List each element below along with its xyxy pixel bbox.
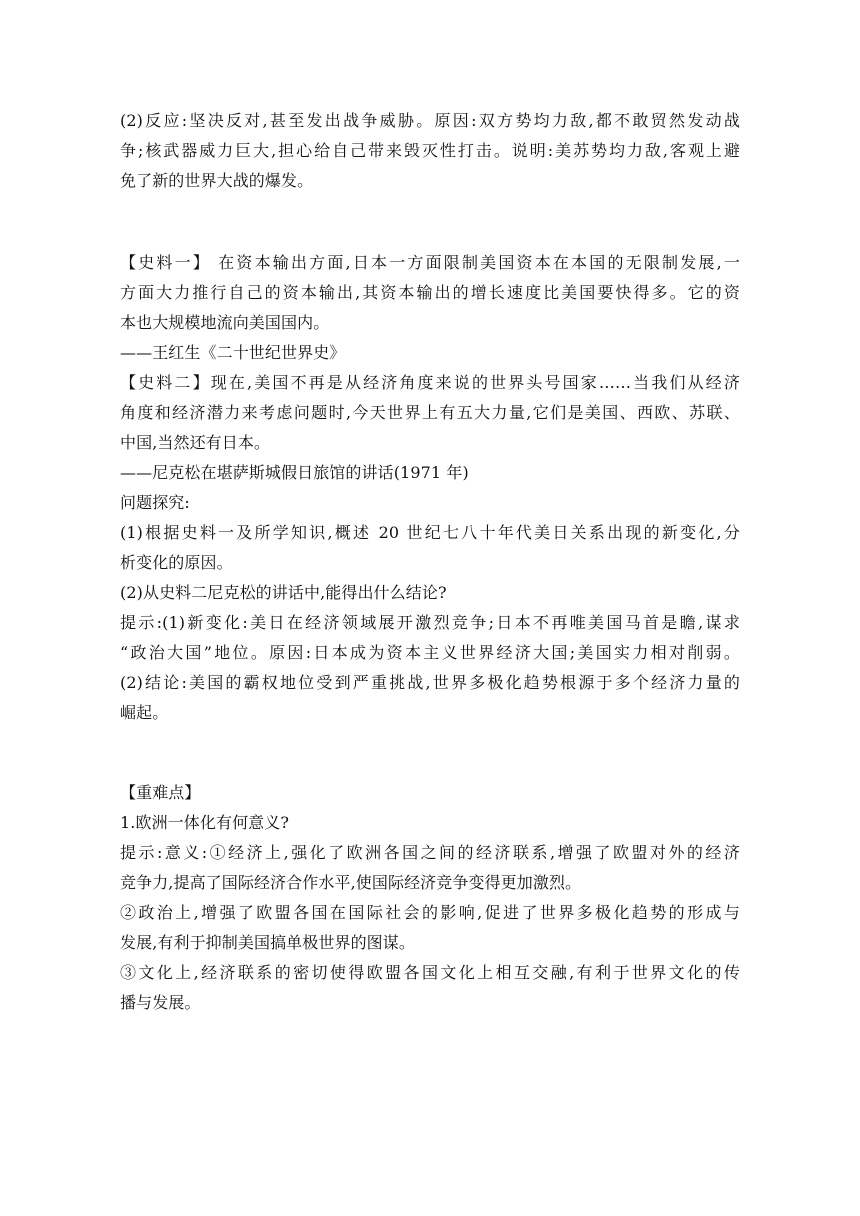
key-points-section (120, 778, 740, 1018)
text-line: ②政治上,增强了欧盟各国在国际社会的影响,促进了世界多极化趋势的形成与 (120, 903, 740, 922)
answer-paragraph-reaction (120, 106, 740, 196)
paragraph-gap (120, 196, 740, 248)
question-heading: 问题探究: (120, 493, 190, 512)
text-line: (2)结论:美国的霸权地位受到严重挑战,世界多极化趋势根源于多个经济力量的 (120, 673, 740, 692)
text-line: (2)反应:坚决反对,甚至发出战争威胁。原因:双方势均力敌,都不敢贸然发动战 (120, 111, 740, 130)
text-line: 方面大力推行自己的资本输出,其资本输出的增长速度比美国要快得多。它的资 (120, 283, 740, 302)
text-line: 本也大规模地流向美国国内。 (120, 313, 330, 332)
document-page (120, 106, 740, 1018)
text-line: 崛起。 (120, 703, 169, 722)
text-line: 发展,有利于抑制美国搞单极世界的图谋。 (120, 933, 415, 952)
text-line: 析变化的原因。 (120, 553, 233, 572)
text-line: (2)从史料二尼克松的讲话中,能得出什么结论? (120, 583, 447, 602)
text-line: 竞争力,提高了国际经济合作水平,使国际经济竞争变得更加激烈。 (120, 873, 582, 892)
text-line: 争;核武器威力巨大,担心给自己带来毁灭性打击。说明:美苏势均力敌,客观上避 (120, 141, 740, 160)
source-citation: ——王红生《二十世纪世界史》 (120, 343, 346, 362)
text-line: 播与发展。 (120, 993, 201, 1012)
section-heading: 【重难点】 (120, 783, 201, 802)
historical-materials-section (120, 248, 740, 728)
text-line: 【史料二】现在,美国不再是从经济角度来说的世界头号国家……当我们从经济 (120, 373, 740, 392)
text-line: 提示:(1)新变化:美日在经济领域展开激烈竞争;日本不再唯美国马首是瞻,谋求 (120, 613, 740, 632)
text-line: (1)根据史料一及所学知识,概述 20 世纪七八十年代美日关系出现的新变化,分 (120, 523, 740, 542)
text-line: 中国,当然还有日本。 (120, 433, 271, 452)
text-line: 提示:意义:①经济上,强化了欧洲各国之间的经济联系,增强了欧盟对外的经济 (120, 843, 740, 862)
question-heading: 1.欧洲一体化有何意义? (120, 813, 290, 832)
text-line: 【史料一】 在资本输出方面,日本一方面限制美国资本在本国的无限制发展,一 (120, 253, 740, 272)
text-line: 免了新的世界大战的爆发。 (120, 171, 314, 190)
paragraph-gap (120, 728, 740, 778)
text-line: 角度和经济潜力来考虑问题时,今天世界上有五大力量,它们是美国、西欧、苏联、 (120, 403, 740, 422)
text-line: ③文化上,经济联系的密切使得欧盟各国文化上相互交融,有利于世界文化的传 (120, 963, 740, 982)
source-citation: ——尼克松在堪萨斯城假日旅馆的讲话(1971 年) (120, 463, 469, 482)
text-line: “政治大国”地位。原因:日本成为资本主义世界经济大国;美国实力相对削弱。 (120, 643, 740, 662)
